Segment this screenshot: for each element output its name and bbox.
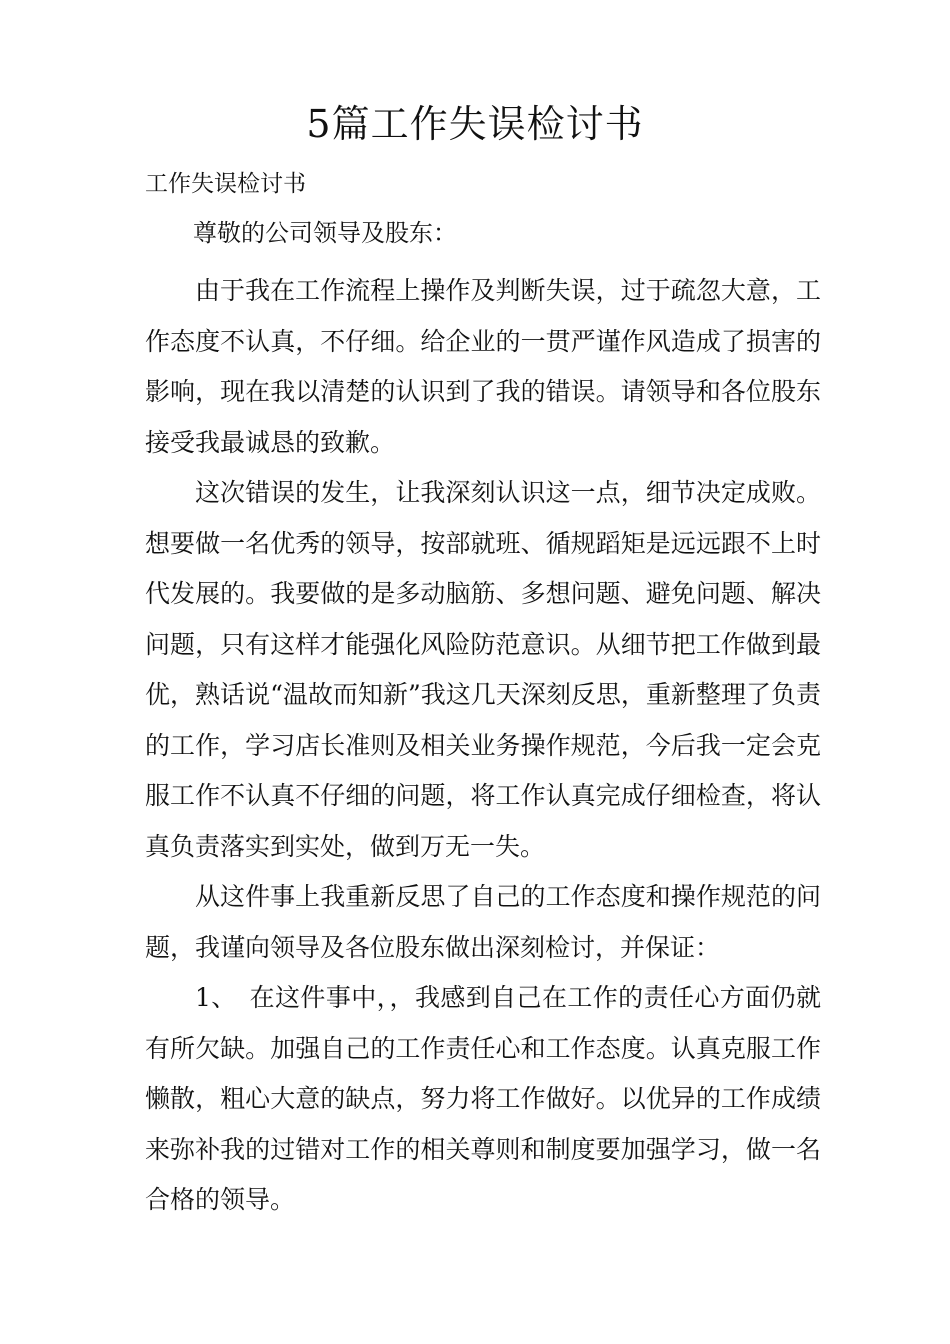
document-title: 5篇工作失误检讨书 xyxy=(306,102,644,146)
document-subtitle: 工作失误检讨书 xyxy=(145,171,306,197)
paragraph-2: 这次错误的发生，让我深刻认识这一点，细节决定成败。想要做一名优秀的领导，按部就班、循规蹈矩是远远跟不上时代发展的。我要做的是多动脑筋、多想问题、避免问题、解决问题，只有这样才能强化风险防范意识。从细节把工作做到最优，熟话说“温故而知新”我这几天深刻反思，重新整理了负责的工作，学习店长准则及相关业务操作规范，今后我一定会克服工作不认真不仔细的问题，将工作认真完成仔细检查，将认真负责落实到实处，做到万无一失。 xyxy=(145,478,821,861)
paragraph-4: 1、 在这件事中，，我感到自己在工作的责任心方面仍就有所欠缺。加强自己的工作责任心和工作态度。认真克服工作懒散，粗心大意的缺点，努力将工作做好。以优异的工作成绩来弥补我的过错对工作的相关尊则和制度要加强学习，做一名合格的领导。 xyxy=(145,983,821,1214)
paragraph-3: 从这件事上我重新反思了自己的工作态度和操作规范的问题，我谨向领导及各位股东做出深刻检讨，并保证： xyxy=(145,882,821,962)
salutation: 尊敬的公司领导及股东： xyxy=(193,219,457,247)
document-body xyxy=(145,212,821,1226)
paragraph-1: 由于我在工作流程上操作及判断失误，过于疏忽大意，工作态度不认真，不仔细。给企业的一贯严谨作风造成了损害的影响，现在我以清楚的认识到了我的错误。请领导和各位股东接受我最诚恳的致歉。 xyxy=(145,276,821,457)
